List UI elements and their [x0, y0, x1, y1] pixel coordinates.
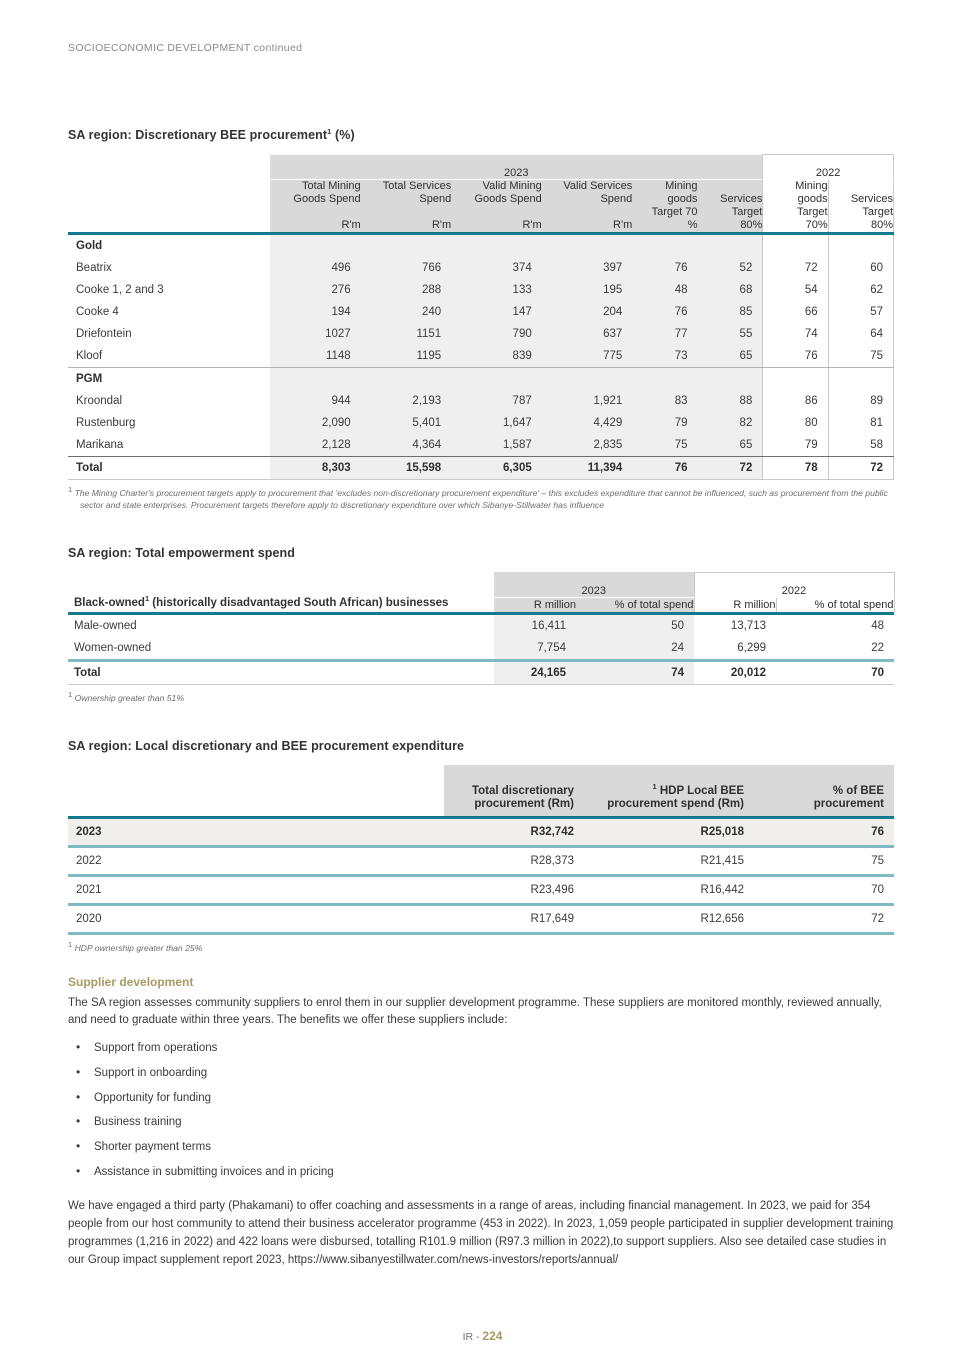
cell: 85	[698, 301, 763, 323]
table-row	[68, 877, 894, 903]
table1-total-row	[68, 457, 894, 479]
col-line2: % of BEE procurement	[813, 784, 884, 811]
cell: R21,415	[700, 855, 744, 868]
row-label: Cooke 4	[76, 305, 119, 318]
table1-bottom-rule	[68, 479, 894, 480]
list-item: • Business training	[68, 1114, 894, 1139]
table2-col-1: % of total spend	[576, 597, 694, 612]
cell: 944	[270, 390, 361, 412]
cell: 1151	[361, 323, 452, 345]
list-item: • Shorter payment terms	[68, 1139, 894, 1164]
col-line4: 80%	[740, 218, 763, 231]
cell: R25,018	[584, 819, 754, 845]
table2-row-header	[68, 594, 494, 612]
col-line2: Goods Spend	[474, 192, 542, 205]
col-line4: 70%	[805, 218, 828, 231]
cell: 787	[451, 390, 542, 412]
col-line1: Valid Mining	[482, 180, 542, 192]
cell: 22	[871, 642, 885, 655]
table2-total-row	[68, 662, 894, 684]
cell: R12,656	[700, 913, 744, 926]
row-label: Kroondal	[76, 394, 123, 407]
table2-group-2023: 2023	[494, 572, 694, 597]
cell: 6,299	[737, 642, 767, 655]
cell: 24,165	[494, 662, 576, 684]
table-row	[68, 323, 894, 345]
cell: 66	[763, 301, 828, 323]
row-label: Kloof	[76, 349, 103, 362]
total-empowerment-spend-table	[68, 572, 895, 686]
footnote-marker: 1	[68, 485, 73, 495]
cell: R28,373	[530, 855, 574, 868]
cell: 288	[361, 279, 452, 301]
row-label: Male-owned	[74, 620, 137, 633]
cell: 77	[632, 323, 697, 345]
footer-prefix: IR -	[462, 1331, 483, 1343]
table1-title-text: SA region: Discretionary BEE procurement	[68, 128, 328, 142]
row-label: 2022	[76, 855, 102, 868]
table1-column-header-row	[68, 180, 894, 232]
cell: 48	[871, 620, 885, 633]
col-line2: Services	[720, 192, 763, 205]
cell: 194	[270, 301, 361, 323]
table1-col-7	[828, 180, 893, 232]
list-item: • Support in onboarding	[68, 1065, 894, 1090]
footnote-text: The Mining Charter's procurement targets apply to procurement that 'excludes non-discretionary procurement expenditure' – this excludes expenditure that cannot be influenced, such as procurement from the public sector and state enterprises. Procurement targets therefore apply to discretionary expenditure over which Sibanye-Stillwater has influence	[74, 487, 888, 511]
cell: 65	[698, 345, 763, 367]
total-label: Total	[74, 667, 101, 680]
table1-col-6	[763, 180, 828, 232]
row-header-main: Black-owned	[74, 597, 145, 610]
cell: 13,713	[730, 620, 767, 633]
cell: 50	[576, 615, 694, 637]
col-line4: R'm	[341, 218, 361, 231]
table-row	[68, 637, 894, 659]
table2-col-0: R million	[494, 597, 576, 612]
cell: 54	[763, 279, 828, 301]
col-line2: procurement (Rm)	[474, 798, 574, 811]
table2-group-header-row	[68, 572, 894, 597]
footnote-marker: 1	[68, 940, 73, 950]
footnote-text: HDP ownership greater than 25%	[74, 943, 203, 954]
cell: 7,754	[494, 637, 576, 659]
list-item: • Support from operations	[68, 1040, 894, 1065]
cell: 75	[632, 434, 697, 456]
cell: 20,012	[730, 667, 767, 680]
table1-title	[68, 128, 894, 142]
table1-col-0	[270, 180, 361, 232]
cell: 204	[542, 301, 633, 323]
footnote-marker: 1	[68, 690, 73, 700]
table2-title: SA region: Total empowerment spend	[68, 545, 296, 560]
table-row	[68, 434, 894, 456]
cell: 65	[698, 434, 763, 456]
col-line3: Target	[797, 205, 828, 218]
col-line2: Spend	[600, 192, 633, 205]
cell: 4,364	[361, 434, 452, 456]
cell: 11,394	[542, 457, 633, 479]
cell: 1195	[361, 345, 452, 367]
cell: 86	[763, 390, 828, 412]
cell: 76	[632, 457, 697, 479]
list-item: • Opportunity for funding	[68, 1090, 894, 1115]
cell: 195	[542, 279, 633, 301]
row-label: Marikana	[76, 438, 124, 451]
col-line2: goods	[667, 192, 698, 205]
cell: 75	[871, 855, 884, 868]
cell: 76	[763, 345, 828, 367]
cell: 276	[270, 279, 361, 301]
table-row	[68, 301, 894, 323]
cell: 76	[754, 819, 894, 845]
supplier-intro-paragraph: The SA region assesses community suppliers to enrol them in our supplier development programme. These suppliers are monitored monthly, reviewed annually, and need to graduate within three years. The benefits we offer these suppliers include:	[68, 996, 882, 1027]
cell: 766	[361, 257, 452, 279]
table1-col-1	[361, 180, 452, 232]
col-line2: Goods Spend	[293, 192, 361, 205]
cell: 72	[763, 257, 828, 279]
cell: 2,128	[270, 434, 361, 456]
table3-bottom-rule	[68, 932, 894, 935]
cell: 80	[763, 412, 828, 434]
table-row	[68, 279, 894, 301]
cell: 73	[632, 345, 697, 367]
col-line1: Total Mining	[301, 180, 361, 192]
cell: 1,587	[451, 434, 542, 456]
cell: 2,193	[361, 390, 452, 412]
cell: 79	[632, 412, 697, 434]
cell: 89	[828, 390, 893, 412]
cell: 82	[698, 412, 763, 434]
col-line1: HDP Local BEE	[656, 784, 744, 797]
cell: 72	[698, 457, 763, 479]
cell: 496	[270, 257, 361, 279]
cell: 790	[451, 323, 542, 345]
supplier-development-heading: Supplier development	[68, 974, 194, 989]
cell: 48	[632, 279, 697, 301]
cell: 76	[632, 301, 697, 323]
cell: 839	[451, 345, 542, 367]
cell: 2,090	[270, 412, 361, 434]
table3-title: SA region: Local discretionary and BEE procurement expenditure	[68, 738, 465, 753]
table-row	[68, 390, 894, 412]
table-row	[68, 906, 894, 932]
col-line3: Target 70	[651, 205, 698, 218]
cell: 57	[828, 301, 893, 323]
cell: 374	[451, 257, 542, 279]
cell: 88	[698, 390, 763, 412]
row-label: Women-owned	[74, 642, 152, 655]
table1-group-header-row	[68, 155, 894, 180]
cell: 83	[632, 390, 697, 412]
table1-col-4	[632, 180, 697, 232]
row-label: 2020	[76, 913, 102, 926]
cell: 2,835	[542, 434, 633, 456]
col-line1: Mining	[665, 180, 698, 192]
col-line4: %	[687, 218, 698, 231]
table3-footnote	[68, 942, 900, 954]
discretionary-bee-procurement-table	[68, 154, 894, 480]
cell: R32,742	[444, 819, 584, 845]
cell: 16,411	[494, 615, 576, 637]
cell: R17,649	[530, 913, 574, 926]
cell: 74	[576, 662, 694, 684]
cell: R23,496	[530, 884, 574, 897]
row-label: Cooke 1, 2 and 3	[76, 283, 164, 296]
cell: 15,598	[361, 457, 452, 479]
table-row	[68, 345, 894, 367]
table2-column-header-row	[68, 597, 894, 612]
col-line1: Mining	[795, 180, 828, 192]
table1-title-tail: (%)	[331, 128, 355, 142]
table1-col-2	[451, 180, 542, 232]
col-line1: Total discretionary	[471, 784, 574, 797]
table3-column-header-row	[68, 765, 894, 816]
cell: 78	[763, 457, 828, 479]
col-line2: procurement spend (Rm)	[607, 798, 744, 811]
cell: 60	[828, 257, 893, 279]
cell: 76	[632, 257, 697, 279]
cell: 1148	[270, 345, 361, 367]
cell: 24	[576, 637, 694, 659]
row-label: Rustenburg	[76, 416, 136, 429]
table3-col-2	[754, 765, 894, 816]
cell: 72	[871, 913, 884, 926]
cell: 1,921	[542, 390, 633, 412]
table-row	[68, 412, 894, 434]
row-label: 2021	[76, 884, 102, 897]
col-line1: Total Services	[382, 180, 452, 192]
list-item: • Assistance in submitting invoices and in pricing	[68, 1164, 894, 1189]
col-line3: Target	[731, 205, 763, 218]
local-discretionary-bee-expenditure-table	[68, 765, 894, 935]
cell: 8,303	[270, 457, 361, 479]
cell: 62	[828, 279, 893, 301]
cell: 397	[542, 257, 633, 279]
cell: 68	[698, 279, 763, 301]
table-row	[68, 615, 894, 637]
supplier-benefits-list	[68, 1040, 894, 1188]
table2-bottom-rule	[68, 684, 894, 685]
page-number: 224	[482, 1329, 503, 1343]
col-line4: R'm	[431, 218, 452, 231]
table1-col-5	[698, 180, 763, 232]
table1-col-3	[542, 180, 633, 232]
col-superscript: 1	[652, 781, 657, 791]
table2-col-2: R million	[694, 597, 776, 612]
supplier-closing-paragraph: We have engaged a third party (Phakamani) to offer coaching and assessments in a range of areas, including financial management. In 2023, we paid for 354 people from our host community to attend their business accelerator programme (453 in 2022). In 2023, 1,059 people participated in supplier development training programmes (1,216 in 2022) and 422 loans were disbursed, totalling R101.9 million (R97.3 million in 2022),to support suppliers. Also see detailed case studies in our Group impact supplement report 2023, https://www.sibanyestillwater.com/news-investors/reports/annual/	[68, 1200, 894, 1266]
table3-col-1	[584, 765, 754, 816]
col-line4: R'm	[613, 218, 633, 231]
col-line1: Valid Services	[563, 180, 633, 192]
table1-category-row	[68, 368, 894, 390]
running-header: SOCIOECONOMIC DEVELOPMENT continued	[68, 42, 303, 54]
table3-col-0	[444, 765, 584, 816]
col-line4: R'm	[522, 218, 542, 231]
table2-group-2022: 2022	[694, 572, 894, 597]
table2-footnote	[68, 692, 900, 704]
cell: 637	[542, 323, 633, 345]
table1-footnote	[68, 487, 900, 512]
col-line2: Services	[850, 192, 893, 205]
footnote-text: Ownership greater than 51%	[74, 693, 184, 704]
cell: 79	[763, 434, 828, 456]
cell: 70	[871, 667, 885, 680]
table1-group-2022: 2022	[763, 155, 894, 180]
total-label: Total	[76, 461, 103, 474]
cell: 6,305	[451, 457, 542, 479]
col-line2: Spend	[419, 192, 452, 205]
table1-group-2023: 2023	[270, 155, 763, 180]
table1-title-superscript: 1	[327, 126, 332, 136]
category-label: PGM	[76, 372, 103, 385]
page-footer	[0, 1329, 965, 1343]
cell: 58	[828, 434, 893, 456]
cell: 81	[828, 412, 893, 434]
cell: 5,401	[361, 412, 452, 434]
category-label: Gold	[76, 239, 103, 252]
row-label: Beatrix	[76, 261, 112, 274]
cell: 72	[828, 457, 893, 479]
table1-category-row	[68, 235, 894, 257]
cell: 52	[698, 257, 763, 279]
col-line2: goods	[797, 192, 828, 205]
table-row	[68, 848, 894, 874]
row-header-tail: (historically disadvantaged South African) businesses	[149, 597, 449, 610]
cell: 4,429	[542, 412, 633, 434]
cell: 1027	[270, 323, 361, 345]
table-row	[68, 819, 894, 845]
page-content	[68, 128, 894, 1279]
cell: 1,647	[451, 412, 542, 434]
row-label: Driefontein	[76, 327, 132, 340]
cell: 64	[828, 323, 893, 345]
row-label: 2023	[68, 819, 444, 845]
row-header-superscript: 1	[144, 594, 150, 604]
cell: R16,442	[700, 884, 744, 897]
cell: 70	[871, 884, 884, 897]
col-line4: 80%	[870, 218, 893, 231]
cell: 775	[542, 345, 633, 367]
cell: 147	[451, 301, 542, 323]
cell: 55	[698, 323, 763, 345]
table2-col-3: % of total spend	[776, 597, 894, 612]
table-row	[68, 257, 894, 279]
cell: 75	[828, 345, 893, 367]
col-line3: Target	[862, 205, 893, 218]
cell: 240	[361, 301, 452, 323]
cell: 74	[763, 323, 828, 345]
cell: 133	[451, 279, 542, 301]
